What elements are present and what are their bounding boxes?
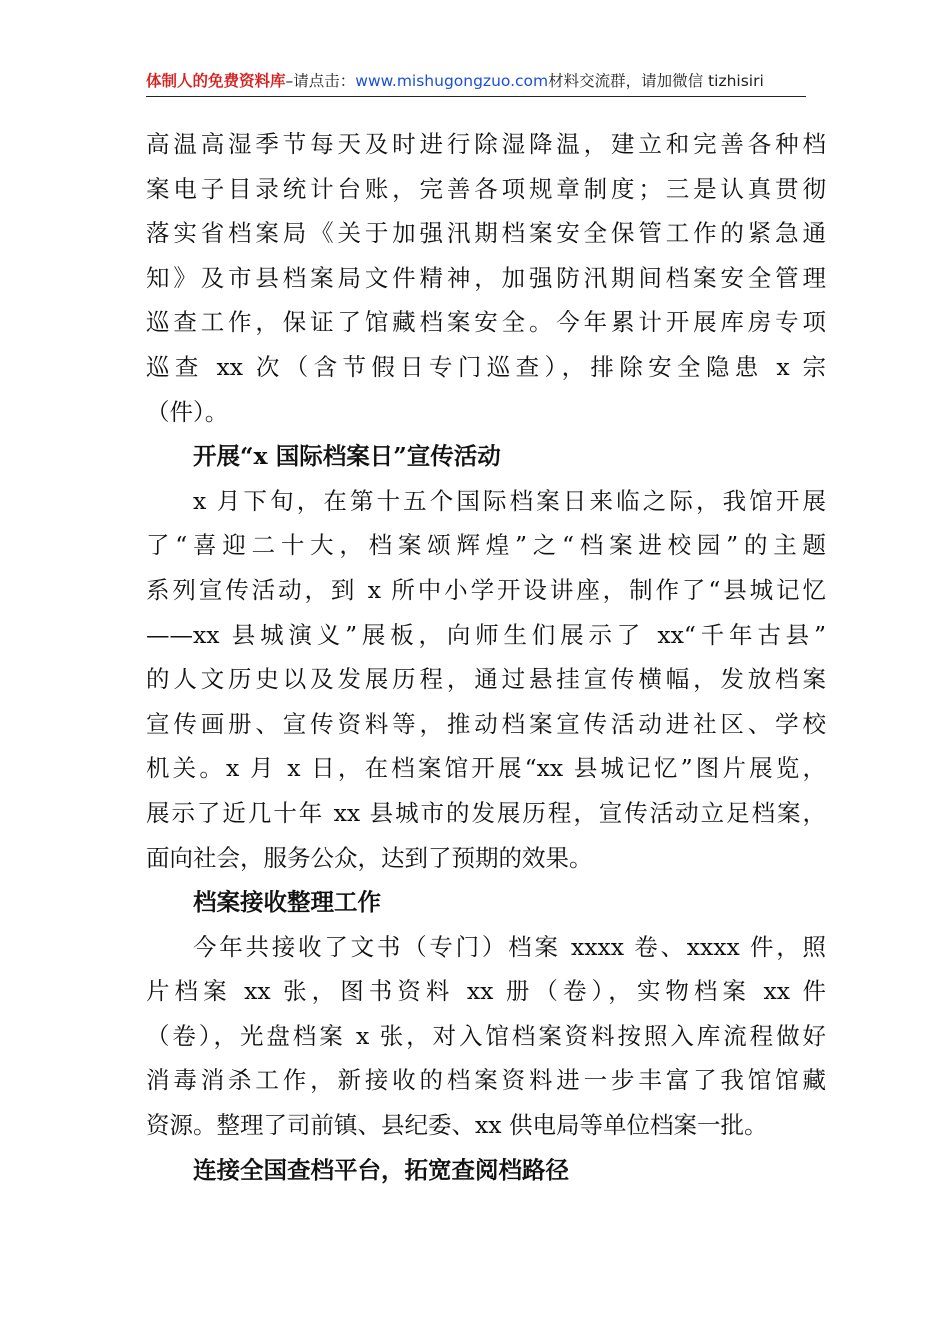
text-line: 巡查 xx 次（含节假日专门巡查），排除安全隐患 x 宗 [146, 352, 826, 381]
header-url-link[interactable]: www.mishugongzuo.com [355, 72, 549, 90]
text-line: x 月下旬，在第十五个国际档案日来临之际，我馆开展 [193, 486, 826, 515]
page-header [146, 70, 806, 97]
text-line: 系列宣传活动，到 x 所中小学开设讲座，制作了“县城记忆 [146, 575, 826, 604]
header-suffix: 材料交流群，请加微信 tizhisiri [548, 72, 764, 90]
section-heading-archive-receiving: 档案接收整理工作 [193, 888, 381, 917]
section-heading-national-platform: 连接全国查档平台，拓宽查阅档路径 [193, 1155, 569, 1184]
header-click-prefix: –请点击： [285, 72, 356, 90]
text-line: 宣传画册、宣传资料等，推动档案宣传活动进社区、学校 [146, 709, 826, 738]
text-line: 资源。整理了司前镇、县纪委、xx 供电局等单位档案一批。 [146, 1111, 768, 1140]
text-line: 机关。x 月 x 日，在档案馆开展“xx 县城记忆”图片展览， [146, 754, 826, 783]
text-line: 落实省档案局《关于加强汛期档案安全保管工作的紧急通 [146, 219, 826, 248]
paragraph-2 [146, 479, 826, 880]
text-line: 消毒消杀工作，新接收的档案资料进一步丰富了我馆馆藏 [146, 1066, 826, 1095]
text-line: （卷），光盘档案 x 张，对入馆档案资料按照入库流程做好 [146, 1021, 826, 1050]
text-line: 片档案 xx 张，图书资料 xx 册（卷），实物档案 xx 件 [146, 977, 826, 1006]
text-line: 了“喜迎二十大，档案颂辉煌”之“档案进校园”的主题 [146, 531, 826, 560]
paragraph-1 [146, 122, 826, 434]
text-line: 今年共接收了文书（专门）档案 xxxx 卷、xxxx 件，照 [193, 932, 826, 961]
text-line: 案电子目录统计台账，完善各项规章制度；三是认真贯彻 [146, 174, 826, 203]
text-line: 知》及市县档案局文件精神，加强防汛期间档案安全管理 [146, 263, 826, 292]
section-heading-archive-day: 开展“x 国际档案日”宣传活动 [193, 442, 501, 471]
header-brand: 体制人的免费资料库 [146, 72, 286, 90]
text-line: 展示了近几十年 xx 县城市的发展历程，宣传活动立足档案， [146, 798, 826, 827]
text-line: 高温高湿季节每天及时进行除湿降温，建立和完善各种档 [146, 130, 826, 158]
text-line: 的人文历史以及发展历程，通过悬挂宣传横幅，发放档案 [146, 665, 826, 694]
text-line: 面向社会，服务公众，达到了预期的效果。 [146, 843, 593, 872]
document-body [146, 122, 826, 1192]
text-line: 巡查工作，保证了馆藏档案安全。今年累计开展库房专项 [146, 308, 826, 337]
paragraph-3 [146, 925, 826, 1148]
text-line: ——xx 县城演义”展板，向师生们展示了 xx“千年古县” [146, 620, 826, 649]
text-line: （件）。 [146, 397, 229, 426]
